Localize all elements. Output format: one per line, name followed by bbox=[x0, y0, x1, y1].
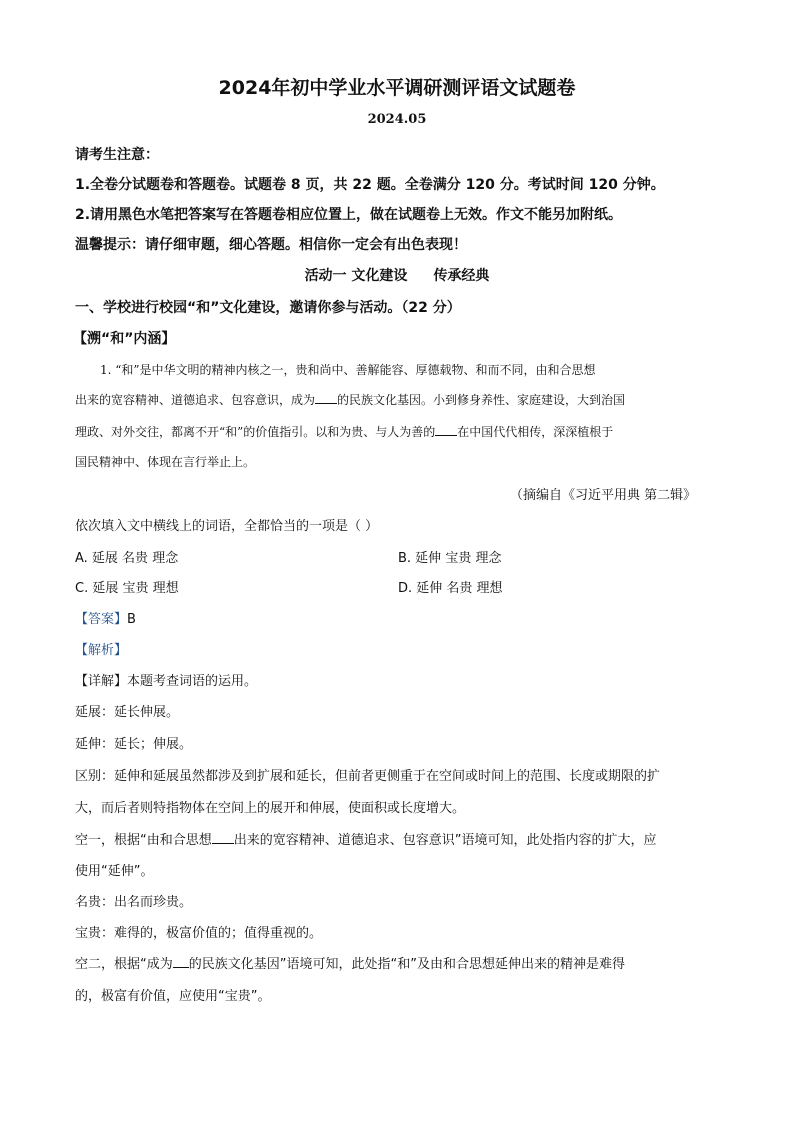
analysis-line-6: 使用“延伸”。 bbox=[75, 864, 154, 879]
analysis-line-9 bbox=[75, 953, 625, 972]
notice-tip: 温馨提示：请仔细审题，细心答题。相信你一定会有出色表现！ bbox=[75, 237, 467, 253]
passage-line-2-b: 的民族文化基因。小到修身养性、家庭建设，大到治国 bbox=[337, 393, 626, 407]
fill-blank-2 bbox=[315, 391, 337, 404]
activity-title-sub: 传承经典 bbox=[433, 268, 490, 284]
passage-line-2-a: 出来的宽容精神、道德追求、包容意识，成为 bbox=[75, 393, 316, 407]
notice-line-2: 2.请用黑色水笔把答案写在答题卷相应位置上，做在试题卷上无效。作文不能另加附纸。 bbox=[75, 207, 623, 223]
answer-tag: 【答案】 bbox=[75, 612, 128, 627]
detail-line bbox=[75, 670, 257, 689]
option-a: A. 延展 名贵 理念 bbox=[75, 551, 179, 566]
answer-value: B bbox=[127, 612, 136, 627]
exam-date: 2024.05 bbox=[367, 112, 427, 127]
option-b: B. 延伸 宝贵 理念 bbox=[398, 551, 502, 566]
fill-blank-3 bbox=[435, 423, 457, 436]
analysis-line-2: 延伸：延长；伸展。 bbox=[75, 737, 193, 752]
passage-line-4: 国民精神中、体现在言行举止上。 bbox=[75, 455, 256, 469]
passage-line-3 bbox=[75, 423, 613, 440]
analysis-tag: 【解析】 bbox=[75, 643, 128, 658]
analysis-line-7: 名贵：出名而珍贵。 bbox=[75, 895, 193, 910]
passage-line-3-b: 在中国代代相传，深深植根于 bbox=[457, 425, 614, 439]
activity-title-main: 活动一 文化建设 bbox=[304, 268, 408, 284]
passage-line-2 bbox=[75, 391, 625, 408]
passage-source: （摘编自《习近平用典 第二辑》 bbox=[510, 488, 697, 503]
analysis-line-1: 延展：延长伸展。 bbox=[75, 705, 180, 720]
section-subheading: 【溯“和”内涵】 bbox=[73, 331, 176, 347]
exam-title: 2024年初中学业水平调研测评语文试题卷 bbox=[218, 77, 576, 99]
answer-line bbox=[75, 608, 136, 627]
analysis-line-4: 大，而后者则特指物体在空间上的展开和伸展，使面积或长度增大。 bbox=[75, 801, 466, 816]
analysis-line-8: 宝贵：难得的，极富价值的；值得重视的。 bbox=[75, 926, 323, 941]
passage-line-1: 1. “和”是中华文明的精神内核之一，贵和尚中、善解能容、厚德载物、和而不同，由和合思想 bbox=[100, 363, 596, 377]
analysis-line-5 bbox=[75, 829, 657, 848]
option-c: C. 延展 宝贵 理想 bbox=[75, 581, 179, 596]
question-stem: 依次填入文中横线上的词语，全都恰当的一项是（ ） bbox=[75, 519, 379, 534]
notice-line-1: 1.全卷分试题卷和答题卷。试题卷 8 页，共 22 题。全卷满分 120 分。考试时间 120 分钟。 bbox=[75, 177, 665, 193]
analysis-line-9-b: 的民族文化基因”语境可知，此处指“和”及由和合思想延伸出来的精神是难得 bbox=[188, 957, 625, 972]
detail-tag: 【详解】 bbox=[75, 674, 128, 689]
analysis-line-9-a: 空二，根据“成为 bbox=[75, 957, 173, 972]
notice-heading: 请考生注意： bbox=[75, 147, 159, 163]
analysis-line-5-b: 出来的宽容精神、道德追求、包容意识”语境可知，此处指内容的扩大，应 bbox=[233, 833, 657, 848]
passage-line-3-a: 理政、对外交往，都离不开“和”的价值指引。以和为贵、与人为善的 bbox=[75, 425, 436, 439]
analysis-blank-1 bbox=[212, 831, 234, 844]
analysis-line-3: 区别：延伸和延展虽然都涉及到扩展和延长，但前者更侧重于在空间或时间上的范围、长度或期限的扩 bbox=[75, 769, 661, 784]
option-d: D. 延伸 名贵 理想 bbox=[398, 581, 503, 596]
activity-title bbox=[0, 265, 794, 285]
analysis-line-10: 的，极富有价值，应使用“宝贵”。 bbox=[75, 989, 271, 1004]
analysis-blank-2 bbox=[173, 955, 189, 968]
section-heading: 一、学校进行校园“和”文化建设，邀请你参与活动。（22 分） bbox=[75, 300, 461, 316]
detail-text: 本题考查词语的运用。 bbox=[127, 674, 258, 689]
analysis-line-5-a: 空一，根据“由和合思想 bbox=[75, 833, 212, 848]
